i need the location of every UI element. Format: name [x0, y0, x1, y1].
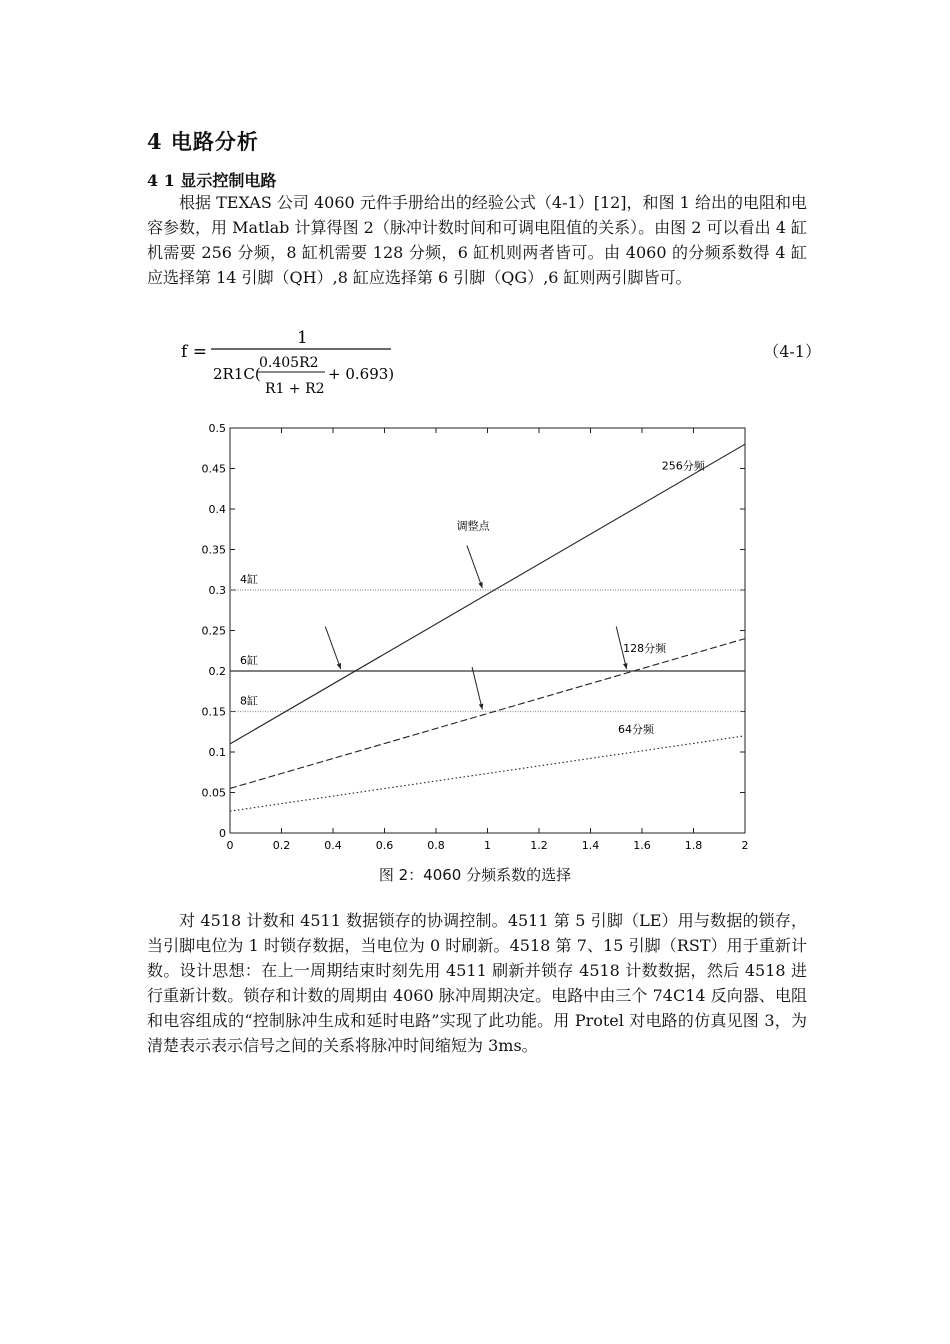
arrow-line	[467, 545, 482, 588]
y-tick-label: 0.15	[201, 705, 226, 719]
x-tick-label: 0.8	[427, 839, 445, 852]
hline-label: 4缸	[240, 573, 258, 586]
formula-4-1	[181, 327, 821, 399]
y-tick-label: 0.4	[208, 503, 226, 516]
x-tick-label: 1.6	[633, 839, 651, 852]
x-tick-label: 1.8	[684, 839, 703, 852]
y-tick-label: 0.3	[208, 584, 226, 597]
x-tick-label: 1	[484, 839, 491, 852]
paragraph-1: 根据 TEXAS 公司 4060 元件手册给出的经验公式（4-1）[12]，和图 1 给出的电阻和电容参数，用 Matlab 计算得图 2（脉冲计数时间和可调电阻值的关系）。由图 2 可以看出 4 缸机需要 256 分频，8 缸机需要 128 分频，6 缸机则两者皆可。由 4060 的分频系数得 4 缸应选择第 14 引脚（QH）,8 缸应选择第 6 引脚（QG）,6 缸则两引脚皆可。	[147, 193, 807, 287]
series-line	[230, 736, 745, 811]
y-tick-label: 0.2	[208, 665, 226, 678]
x-tick-label: 1.4	[581, 839, 600, 852]
formula-inner-numerator: 0.405R2	[259, 355, 319, 371]
subsection-heading: 4 1 显示控制电路	[147, 171, 277, 190]
y-tick-label: 0.5	[208, 422, 226, 435]
arrow-head	[337, 663, 341, 669]
y-tick-label: 0.05	[201, 786, 226, 800]
x-tick-label: 0	[226, 839, 234, 852]
hline-label: 6缸	[240, 654, 258, 667]
arrow-line	[472, 667, 482, 710]
x-tick-label: 2	[741, 839, 749, 852]
formula-inner-denominator: R1 + R2	[265, 381, 325, 397]
hline-label: 8缸	[240, 694, 258, 708]
y-tick-label: 0.35	[201, 543, 226, 557]
formula-tail: + 0.693)	[328, 365, 395, 383]
annotation-label: 调整点	[456, 519, 490, 533]
figure-caption: 图 2：4060 分频系数的选择	[378, 866, 572, 884]
series-label: 64分频	[618, 722, 654, 736]
series-line	[230, 444, 745, 744]
x-tick-label: 0.4	[324, 839, 342, 852]
arrow-line	[325, 626, 340, 669]
y-tick-label: 0.25	[201, 624, 226, 638]
y-tick-label: 0	[219, 827, 226, 840]
y-tick-label: 0.1	[208, 746, 226, 759]
section-heading: 4 电路分析	[147, 129, 259, 154]
series-line	[230, 639, 745, 789]
x-tick-label: 0.6	[375, 839, 394, 852]
formula-lhs: f =	[181, 342, 207, 362]
y-tick-label: 0.45	[201, 462, 226, 476]
equation-number: （4-1）	[763, 342, 821, 361]
arrow-head	[478, 582, 482, 588]
divider-selection-chart	[190, 418, 770, 858]
series-label: 256分频	[661, 459, 705, 473]
series-label: 128分频	[623, 641, 667, 655]
formula-denominator-prefix: 2R1C(	[213, 365, 261, 383]
x-tick-label: 0.2	[272, 839, 291, 852]
formula-numerator: 1	[297, 328, 308, 348]
paragraph-2: 对 4518 计数和 4511 数据锁存的协调控制。4511 第 5 引脚（LE）用与数据的锁存，当引脚电位为 1 时锁存数据，当电位为 0 时刷新。4518 第 7、15 引脚（RST）用于重新计数。设计思想：在上一周期结束时刻先用 4511 刷新并锁存 4518 计数数据，然后 4518 进行重新计数。锁存和计数的周期由 4060 脉冲周期决定。电路中由三个 74C14 反向器、电阻和电容组成的“控制脉冲生成和延时电路”实现了此功能。用 Protel 对电路的仿真见图 3，为清楚表示表示信号之间的关系将脉冲时间缩短为 3ms。	[147, 911, 807, 1055]
x-tick-label: 1.2	[530, 839, 548, 852]
